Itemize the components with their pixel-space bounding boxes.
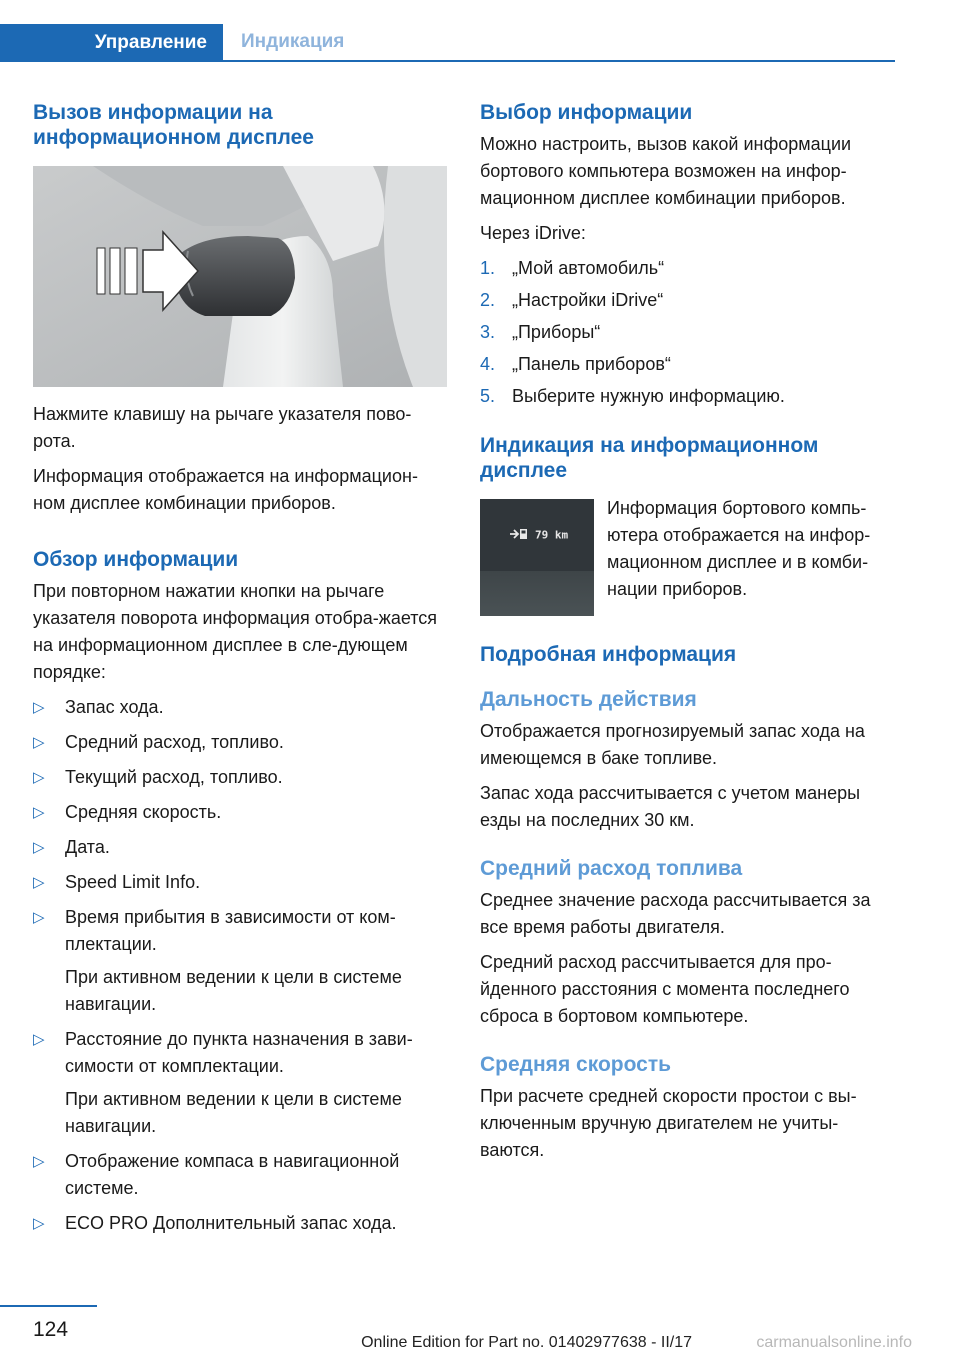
range-text-2: Запас хода рассчитывается с учетом манеры езды на последних 30 км. — [480, 783, 861, 830]
info-sequence-list — [33, 694, 447, 1237]
info-shown-text: Информация отображается на информацион-ном дисплее комбинации приборов. — [33, 466, 418, 513]
triangle-bullet-icon: ▷ — [33, 1153, 45, 1170]
edition-note: Online Edition for Part no. 01402977638 - II/17 — [361, 1334, 692, 1351]
range-text-1: Отображается прогнозируемый запас хода на имеющемся в баке топливе. — [480, 721, 865, 768]
triangle-bullet-icon: ▷ — [33, 769, 45, 786]
list-item: 4. „Панель приборов“ — [480, 354, 671, 374]
triangle-bullet-icon: ▷ — [33, 1215, 45, 1232]
triangle-bullet-icon: ▷ — [33, 839, 45, 856]
triangle-bullet-icon: ▷ — [33, 804, 45, 821]
page-number: 124 — [33, 1318, 69, 1341]
list-item: ▷ Средний расход, топливо. — [33, 729, 447, 756]
left-column — [33, 100, 447, 1245]
list-item: ▷ Средняя скорость. — [33, 799, 447, 826]
section-heading-display: Индикация на информационном дисплее — [480, 434, 819, 482]
avg-consumption-text-1: Среднее значение расхода рассчитывается за все время работы двигателя. — [480, 890, 871, 937]
triangle-bullet-icon: ▷ — [33, 909, 45, 926]
via-idrive-text: Через iDrive: — [480, 223, 586, 243]
press-lever-text: Нажмите клавишу на рычаге указателя пово-рота. — [33, 404, 412, 451]
info-display-illustration — [480, 499, 594, 616]
page-header — [0, 24, 895, 62]
range-readout: 79 km — [535, 528, 569, 542]
display-text: Информация бортового компь-ютера отображается на инфор-мационном дисплее и в комби-нации приборов. — [607, 498, 871, 599]
list-item: ▷ Speed Limit Info. — [33, 869, 447, 896]
list-item: 3. „Приборы“ — [480, 322, 601, 342]
footer-rule — [0, 1305, 97, 1307]
display-figure-row — [480, 495, 895, 616]
section-heading-select-info: Выбор информации — [480, 101, 693, 124]
watermark: carmanualsonline.info — [756, 1334, 912, 1351]
triangle-bullet-icon: ▷ — [33, 734, 45, 751]
select-info-text: Можно настроить, вызов какой информации бортового компьютера возможен на инфор-мационном дисплее комбинации приборов. — [480, 134, 852, 208]
tab-displays[interactable]: Индикация — [241, 31, 345, 52]
turn-signal-lever-illustration — [33, 166, 447, 387]
subheading-avg-speed: Средняя скорость — [480, 1053, 672, 1076]
list-item: ▷ Текущий расход, топливо. — [33, 764, 447, 791]
list-item: 2. „Настройки iDrive“ — [480, 290, 664, 310]
subheading-range: Дальность действия — [480, 688, 697, 711]
list-item: 1. „Мой автомобиль“ — [480, 258, 665, 278]
list-item: ▷ Дата. — [33, 834, 447, 861]
list-item: ▷ Запас хода. — [33, 694, 447, 721]
list-item: ▷ ECO PRO Дополнительный запас хода. — [33, 1210, 447, 1237]
right-column — [480, 100, 895, 1164]
section-heading-overview: Обзор информации — [33, 548, 239, 571]
list-item: 5. Выберите нужную информацию. — [480, 386, 785, 406]
triangle-bullet-icon: ▷ — [33, 699, 45, 716]
triangle-bullet-icon: ▷ — [33, 874, 45, 891]
idrive-steps-list — [480, 255, 895, 410]
avg-consumption-text-2: Средний расход рассчитывается для про-йденного расстояния с момента последнего сброса в бортовом компьютере. — [480, 952, 850, 1026]
section-heading-call-info: Вызов информации на информационном дисплее — [33, 101, 314, 149]
section-heading-details: Подробная информация — [480, 643, 737, 666]
overview-text: При повторном нажатии кнопки на рычаге указателя поворота информация отобра-жается на информационном дисплее в сле-дующем порядке: — [33, 581, 438, 682]
list-item: ▷ Расстояние до пункта назначения в зави-симости от комплектации. При активном ведении к цели в системе навигации. — [33, 1026, 447, 1140]
triangle-bullet-icon: ▷ — [33, 1031, 45, 1048]
avg-speed-text: При расчете средней скорости простои с вы-ключенным вручную двигателем не учиты-ваются. — [480, 1086, 857, 1160]
list-item: ▷ Отображение компаса в навигационной системе. — [33, 1148, 447, 1202]
tab-controls[interactable]: Управление — [0, 24, 223, 62]
subheading-avg-consumption: Средний расход топлива — [480, 857, 743, 880]
list-item: ▷ Время прибытия в зависимости от ком-плектации. При активном ведении к цели в системе навигации. — [33, 904, 447, 1018]
